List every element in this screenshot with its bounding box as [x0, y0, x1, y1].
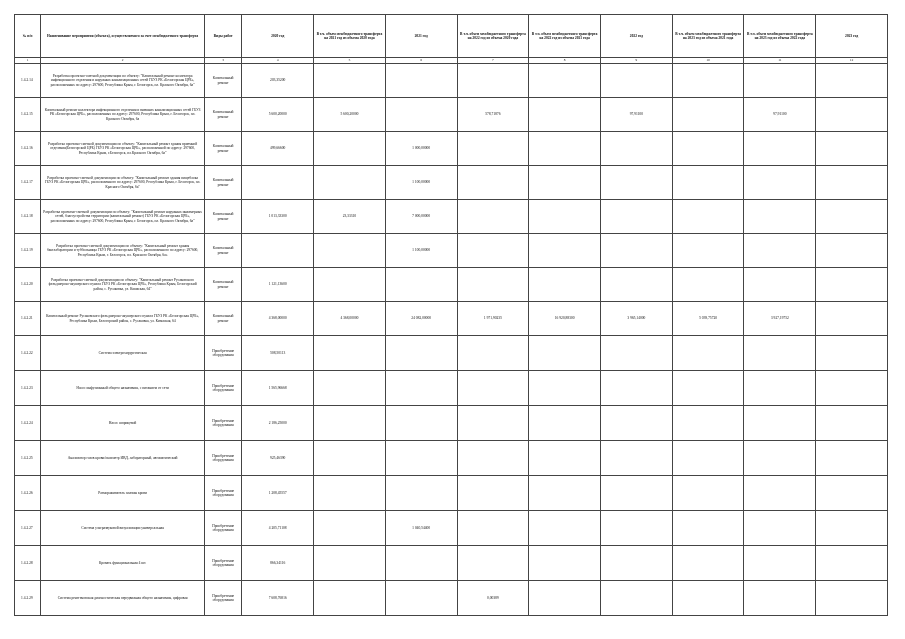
- value-2023: [816, 406, 888, 441]
- value-incl-2022-from-2021: [529, 268, 601, 302]
- value-incl-2023-from-2022: [744, 234, 816, 268]
- value-2021: 24 082,00000: [385, 302, 457, 336]
- row-code: 1.4.2.27: [15, 511, 41, 546]
- value-2022: [601, 132, 673, 166]
- row-code: 1.4.2.17: [15, 166, 41, 200]
- row-name: Размораживатель плазмы крови: [41, 476, 205, 511]
- row-code: 1.4.2.28: [15, 546, 41, 581]
- row-name: Насос шприцевой: [41, 406, 205, 441]
- value-2020: 7 608,76816: [242, 581, 314, 616]
- header-row: [15, 15, 888, 58]
- row-name: Система ультразвуковой визуализации универсальная: [41, 511, 205, 546]
- value-incl-2023-from-2021: [672, 546, 744, 581]
- row-code: 1.4.2.24: [15, 406, 41, 441]
- row-work-type: Капитальный ремонт: [204, 302, 241, 336]
- row-code: 1.4.2.22: [15, 336, 41, 371]
- value-incl-2023-from-2021: [672, 166, 744, 200]
- row-work-type: Приобретение оборудования: [204, 336, 241, 371]
- value-incl-2021-from-2020: [314, 166, 386, 200]
- value-2022: [601, 581, 673, 616]
- value-2023: [816, 268, 888, 302]
- budget-table: [14, 14, 888, 616]
- table-row: [15, 371, 888, 406]
- value-2021: 1 040,54400: [385, 511, 457, 546]
- value-incl-2021-from-2020: 4 368,00000: [314, 302, 386, 336]
- header-incl-2022-from-2021: В т.ч. объем межбюджетного трансферта на 2022 год из объема 2021 года: [529, 15, 601, 58]
- row-work-type: Приобретение оборудования: [204, 406, 241, 441]
- value-2022: [601, 268, 673, 302]
- value-incl-2021-from-2020: 5 600,20000: [314, 98, 386, 132]
- document-page: [14, 14, 888, 616]
- value-2023: [816, 546, 888, 581]
- value-2022: [601, 476, 673, 511]
- value-2020: 4 205,71108: [242, 511, 314, 546]
- value-incl-2023-from-2022: [744, 441, 816, 476]
- table-row: [15, 268, 888, 302]
- row-work-type: Приобретение оборудования: [204, 581, 241, 616]
- column-number: 4: [242, 58, 314, 64]
- value-incl-2023-from-2021: [672, 441, 744, 476]
- value-2021: [385, 64, 457, 98]
- value-incl-2022-from-2021: [529, 581, 601, 616]
- value-2023: [816, 581, 888, 616]
- row-name: Капитальный ремонт коллектора инфекционного отделения и внешних канализационных сетей ГБУЗ РК «Белогорская ЦРБ», расположенных по адресу: 297600, Республика Крым, г. Белогорск, пл. Красного Октября, 6а: [41, 98, 205, 132]
- value-2022: [601, 64, 673, 98]
- row-name: Разработка проектно-сметной документации по объекту: "Капитальный ремонт здания приемной отделения(Белогорской ЦРБ) ГБУЗ РК «Белогорская ЦРБ», расположенной по адресу: 297600, Республика Крым, г.Белогорск, пл.Красного Октября, 6а": [41, 132, 205, 166]
- column-number: 10: [672, 58, 744, 64]
- row-code: 1.4.2.18: [15, 200, 41, 234]
- value-incl-2023-from-2021: [672, 511, 744, 546]
- header-2023: 2023 год: [816, 15, 888, 58]
- value-incl-2022-from-2020: [457, 200, 529, 234]
- value-incl-2021-from-2020: [314, 441, 386, 476]
- value-2021: [385, 268, 457, 302]
- row-work-type: Капитальный ремонт: [204, 268, 241, 302]
- row-name: Насос инфузионный общего назначения, с питанием от сети: [41, 371, 205, 406]
- value-2022: 97,91100: [601, 98, 673, 132]
- header-incl-2023-from-2022: В т.ч. объем межбюджетного трансферта на 2023 год из объема 2022 года: [744, 15, 816, 58]
- value-incl-2023-from-2022: [744, 200, 816, 234]
- value-incl-2022-from-2020: [457, 406, 529, 441]
- value-2021: 1 100,00000: [385, 234, 457, 268]
- value-incl-2022-from-2020: [457, 234, 529, 268]
- header-2022: 2022 год: [601, 15, 673, 58]
- column-number: 12: [816, 58, 888, 64]
- row-name: Разработка проектно-сметной документации по объекту: "Капитальный ремонт Русаковского фельдшерско-акушерского пункта ГБУЗ РК «Белогорская ЦРБ», Республика Крым, Белогорский район, с. Русаковка, ул. Кимаская, 64": [41, 268, 205, 302]
- value-2023: [816, 336, 888, 371]
- table-row: [15, 98, 888, 132]
- value-incl-2022-from-2020: [457, 268, 529, 302]
- value-incl-2023-from-2022: [744, 64, 816, 98]
- table-row: [15, 546, 888, 581]
- value-incl-2022-from-2020: [457, 132, 529, 166]
- value-2021: [385, 546, 457, 581]
- value-incl-2022-from-2020: [457, 166, 529, 200]
- value-incl-2022-from-2021: [529, 546, 601, 581]
- table-row: [15, 476, 888, 511]
- value-incl-2022-from-2021: [529, 441, 601, 476]
- value-incl-2023-from-2022: 3 927,19752: [744, 302, 816, 336]
- value-2020: 499,66600: [242, 132, 314, 166]
- value-2021: [385, 336, 457, 371]
- row-work-type: Приобретение оборудования: [204, 371, 241, 406]
- value-incl-2022-from-2020: [457, 64, 529, 98]
- value-2021: [385, 371, 457, 406]
- value-incl-2023-from-2021: [672, 64, 744, 98]
- value-incl-2022-from-2020: [457, 441, 529, 476]
- value-incl-2022-from-2021: 16 920,88300: [529, 302, 601, 336]
- value-incl-2022-from-2021: [529, 476, 601, 511]
- row-code: 1.4.2.16: [15, 132, 41, 166]
- value-2021: [385, 98, 457, 132]
- column-number: 9: [601, 58, 673, 64]
- column-number: 11: [744, 58, 816, 64]
- value-incl-2023-from-2022: [744, 268, 816, 302]
- column-number: 3: [204, 58, 241, 64]
- table-body: [15, 64, 888, 616]
- value-2022: [601, 336, 673, 371]
- value-incl-2022-from-2021: [529, 511, 601, 546]
- value-incl-2021-from-2020: [314, 371, 386, 406]
- row-name: Система электрохирургическая: [41, 336, 205, 371]
- value-2022: [601, 441, 673, 476]
- value-incl-2021-from-2020: [314, 234, 386, 268]
- column-number: 8: [529, 58, 601, 64]
- value-2021: 7 000,00000: [385, 200, 457, 234]
- value-incl-2021-from-2020: [314, 476, 386, 511]
- value-incl-2021-from-2020: 23,33310: [314, 200, 386, 234]
- value-2021: [385, 441, 457, 476]
- value-incl-2022-from-2021: [529, 98, 601, 132]
- value-incl-2021-from-2020: [314, 581, 386, 616]
- value-incl-2023-from-2022: [744, 476, 816, 511]
- table-row: [15, 200, 888, 234]
- value-2020: 1 013,33300: [242, 200, 314, 234]
- row-name: Разработка проектно-сметной документации по объекту: "Капитальный ремонт коллектора инфекционного отделения и наружных канализационных сетей ГБУЗ РК «Белогорская ЦРБ», расположенных по адресу: 297600, Республика Крым, г. Белогорск, пл. Красного Октября, 6а": [41, 64, 205, 98]
- header-2020: 2020 год: [242, 15, 314, 58]
- value-incl-2021-from-2020: [314, 336, 386, 371]
- value-2020: [242, 234, 314, 268]
- value-2023: [816, 64, 888, 98]
- value-incl-2021-from-2020: [314, 64, 386, 98]
- value-incl-2022-from-2021: [529, 166, 601, 200]
- header-incl-2021-from-2020: В т.ч. объем межбюджетного трансферта на 2021 год из объема 2020 года: [314, 15, 386, 58]
- value-2020: 5 600,20000: [242, 98, 314, 132]
- value-incl-2023-from-2022: [744, 166, 816, 200]
- value-2020: 866,34116: [242, 546, 314, 581]
- value-incl-2023-from-2021: [672, 476, 744, 511]
- value-2023: [816, 200, 888, 234]
- column-number: 1: [15, 58, 41, 64]
- value-incl-2023-from-2022: [744, 581, 816, 616]
- row-work-type: Капитальный ремонт: [204, 132, 241, 166]
- value-incl-2022-from-2021: [529, 234, 601, 268]
- row-code: 1.4.2.15: [15, 98, 41, 132]
- value-incl-2023-from-2022: [744, 511, 816, 546]
- value-2023: [816, 441, 888, 476]
- column-number: 5: [314, 58, 386, 64]
- row-work-type: Приобретение оборудования: [204, 441, 241, 476]
- value-incl-2023-from-2022: [744, 546, 816, 581]
- row-work-type: Капитальный ремонт: [204, 166, 241, 200]
- table-row: [15, 581, 888, 616]
- header-type: Виды работ: [204, 15, 241, 58]
- value-incl-2022-from-2020: 578,71876: [457, 98, 529, 132]
- value-incl-2022-from-2020: [457, 511, 529, 546]
- value-incl-2022-from-2021: [529, 132, 601, 166]
- value-incl-2022-from-2021: [529, 336, 601, 371]
- value-2020: 1 565,96668: [242, 371, 314, 406]
- value-incl-2021-from-2020: [314, 406, 386, 441]
- header-2021: 2021 год: [385, 15, 457, 58]
- value-2023: [816, 302, 888, 336]
- value-incl-2023-from-2022: [744, 406, 816, 441]
- table-row: [15, 406, 888, 441]
- value-incl-2023-from-2022: [744, 371, 816, 406]
- value-incl-2022-from-2020: 0,00389: [457, 581, 529, 616]
- table-row: [15, 511, 888, 546]
- table-row: [15, 441, 888, 476]
- row-code: 1.4.2.14: [15, 64, 41, 98]
- value-2020: 2 186,25000: [242, 406, 314, 441]
- value-2022: [601, 511, 673, 546]
- value-2020: [242, 166, 314, 200]
- value-2022: [601, 546, 673, 581]
- value-incl-2023-from-2022: 97,91100: [744, 98, 816, 132]
- value-2022: [601, 200, 673, 234]
- value-incl-2022-from-2020: [457, 371, 529, 406]
- value-2022: [601, 371, 673, 406]
- table-row: [15, 132, 888, 166]
- row-code: 1.4.2.19: [15, 234, 41, 268]
- value-2020: 1 208,45557: [242, 476, 314, 511]
- value-incl-2022-from-2021: [529, 200, 601, 234]
- value-2020: 1 121,13600: [242, 268, 314, 302]
- value-2023: [816, 98, 888, 132]
- row-code: 1.4.2.26: [15, 476, 41, 511]
- value-2021: [385, 406, 457, 441]
- row-name: Разработка проектно-сметной документации по объекту: "Капитальный ремонт здания бактлаборатории и туббольницы ГБУЗ РК «Белогорская ЦРБ», расположенного по адресу: 297600, Республика Крым, г. Белогорск, пл. Красного Октября, 6а»: [41, 234, 205, 268]
- value-incl-2023-from-2021: [672, 406, 744, 441]
- row-name: Система рентгеновская диагностическая передвижная общего назначения, цифровая: [41, 581, 205, 616]
- value-2020: 925,46390: [242, 441, 314, 476]
- row-work-type: Капитальный ремонт: [204, 200, 241, 234]
- column-number: 7: [457, 58, 529, 64]
- table-row: [15, 64, 888, 98]
- value-incl-2021-from-2020: [314, 268, 386, 302]
- row-name: Разработка проектно-сметной документации по объекту: "Капитальный ремонт наружных инженерных сетей, благоустройства территории (капитальный ремонт) ГБУЗ РК «Белогорская ЦРБ», расположенных по адресу: 297600, Республика Крым, г. Белогорск, пл. Красного Октября, 6а": [41, 200, 205, 234]
- value-2021: [385, 476, 457, 511]
- row-name: Капитальный ремонт Русаковского фельдшерско-акушерского пункта ГБУЗ РК «Белогорская ЦРБ», Республика Крым, Белогорский район, с. Русаковка, ул. Кимаская, 64: [41, 302, 205, 336]
- value-2022: 3 965,14000: [601, 302, 673, 336]
- value-2023: [816, 132, 888, 166]
- row-work-type: Капитальный ремонт: [204, 98, 241, 132]
- value-2023: [816, 511, 888, 546]
- row-work-type: Приобретение оборудования: [204, 546, 241, 581]
- row-code: 1.4.2.29: [15, 581, 41, 616]
- row-code: 1.4.2.21: [15, 302, 41, 336]
- row-name: Кровать функциональная 4 шт.: [41, 546, 205, 581]
- value-incl-2023-from-2021: [672, 200, 744, 234]
- value-incl-2023-from-2021: [672, 581, 744, 616]
- row-code: 1.4.2.25: [15, 441, 41, 476]
- header-incl-2023-from-2021: В т.ч. объем межбюджетного трансферта на 2023 год из объема 2021 года: [672, 15, 744, 58]
- value-incl-2023-from-2022: [744, 336, 816, 371]
- value-2020: 203,35200: [242, 64, 314, 98]
- value-2022: [601, 406, 673, 441]
- value-2022: [601, 166, 673, 200]
- column-number: 6: [385, 58, 457, 64]
- row-code: 1.4.2.20: [15, 268, 41, 302]
- value-2020: 508,50113: [242, 336, 314, 371]
- table-row: [15, 166, 888, 200]
- row-work-type: Приобретение оборудования: [204, 476, 241, 511]
- value-incl-2023-from-2021: [672, 234, 744, 268]
- header-incl-2022-from-2020: В т.ч. объем межбюджетного трансферта на 2022 год из объема 2020 года: [457, 15, 529, 58]
- value-incl-2023-from-2021: [672, 98, 744, 132]
- value-incl-2022-from-2020: [457, 546, 529, 581]
- value-2023: [816, 166, 888, 200]
- value-2023: [816, 476, 888, 511]
- row-work-type: Приобретение оборудования: [204, 511, 241, 546]
- value-incl-2022-from-2020: [457, 476, 529, 511]
- row-code: 1.4.2.23: [15, 371, 41, 406]
- value-2022: [601, 234, 673, 268]
- value-2023: [816, 234, 888, 268]
- value-2021: 1 000,00000: [385, 132, 457, 166]
- row-work-type: Капитальный ремонт: [204, 64, 241, 98]
- value-incl-2022-from-2020: 1 971,90235: [457, 302, 529, 336]
- value-incl-2022-from-2021: [529, 371, 601, 406]
- row-name: Анализатор газов крови/оксиметр ИВД, лабораторный, автоматический: [41, 441, 205, 476]
- value-incl-2022-from-2021: [529, 406, 601, 441]
- column-number: 2: [41, 58, 205, 64]
- value-incl-2021-from-2020: [314, 511, 386, 546]
- row-work-type: Капитальный ремонт: [204, 234, 241, 268]
- row-name: Разработка проектно-сметной документации по объекту: "Капитальный ремонт здания пищеблока ГБУЗ РК «Белогорская ЦРБ», расположенного по адресу: 297600, Республика Крым, г. Белогорск, пл. Красного Октября, 6а": [41, 166, 205, 200]
- table-row: [15, 336, 888, 371]
- value-2021: 1 100,00000: [385, 166, 457, 200]
- header-num: № п/п: [15, 15, 41, 58]
- value-2020: 4 368,00000: [242, 302, 314, 336]
- value-incl-2023-from-2022: [744, 132, 816, 166]
- table-row: [15, 302, 888, 336]
- value-2021: [385, 581, 457, 616]
- header-name: Наименование мероприятия (объекта), осуществляемого за счет межбюджетного трансферта: [41, 15, 205, 58]
- value-incl-2021-from-2020: [314, 546, 386, 581]
- value-incl-2023-from-2021: 5 039,75720: [672, 302, 744, 336]
- value-incl-2022-from-2021: [529, 64, 601, 98]
- value-incl-2023-from-2021: [672, 132, 744, 166]
- value-incl-2021-from-2020: [314, 132, 386, 166]
- table-row: [15, 234, 888, 268]
- value-incl-2022-from-2020: [457, 336, 529, 371]
- value-2023: [816, 371, 888, 406]
- value-incl-2023-from-2021: [672, 371, 744, 406]
- value-incl-2023-from-2021: [672, 336, 744, 371]
- value-incl-2023-from-2021: [672, 268, 744, 302]
